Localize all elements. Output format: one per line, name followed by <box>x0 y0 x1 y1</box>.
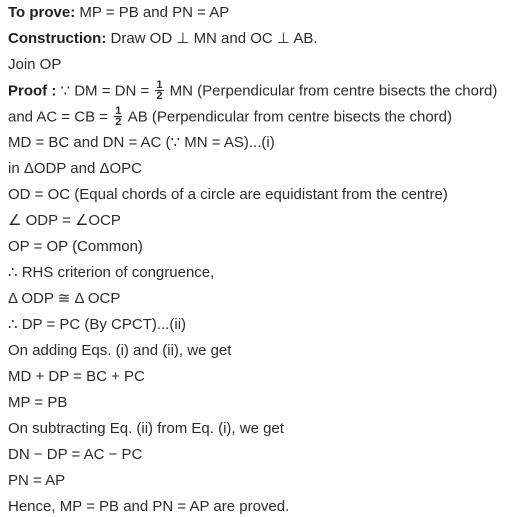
proof-label: Proof : <box>8 82 57 100</box>
proof-text-pre: ∵ DM = DN = <box>56 82 154 100</box>
to-prove-label: To prove: <box>8 4 76 21</box>
ac-cb-post: AB (Perpendicular from centre bisects the chord) <box>124 108 453 126</box>
construction-line <box>8 29 318 49</box>
congruence-line: Δ ODP ≅ Δ OCP <box>8 290 121 307</box>
to-prove-text: MP = PB and PN = AP <box>75 4 230 21</box>
subtracting-line: On subtracting Eq. (ii) from Eq. (i), we get <box>8 420 284 437</box>
statement-ii: ∴ DP = PC (By CPCT)...(ii) <box>8 316 187 333</box>
proof-text-post: MN (Perpendicular from centre bisects the chord) <box>165 82 498 100</box>
join-line: Join OP <box>8 56 62 73</box>
adding-line: On adding Eqs. (i) and (ii), we get <box>8 342 232 359</box>
difference-line: DN − DP = AC − PC <box>8 446 143 463</box>
triangles-line: in ΔODP and ΔOPC <box>8 160 142 177</box>
fraction-half: $\frac{1}{2}$ <box>156 79 163 102</box>
mp-pb-line: MP = PB <box>8 394 68 411</box>
sum-line: MD + DP = BC + PC <box>8 368 145 385</box>
ac-cb-line <box>8 107 452 128</box>
common-line: OP = OP (Common) <box>8 238 143 255</box>
pn-ap-line: PN = AP <box>8 472 66 489</box>
ac-cb-pre: and AC = CB = <box>8 108 113 126</box>
od-oc-line: OD = OC (Equal chords of a circle are equidistant from the centre) <box>8 186 448 203</box>
construction-label: Construction: <box>8 30 107 47</box>
fraction-half-2: $\frac{1}{2}$ <box>115 105 122 128</box>
conclusion-line: Hence, MP = PB and PN = AP are proved. <box>8 498 290 515</box>
angle-line: ∠ ODP = ∠OCP <box>8 212 121 229</box>
to-prove-line <box>8 3 229 23</box>
proof-line <box>8 81 497 102</box>
statement-i: MD = BC and DN = AC (∵ MN = AS)...(i) <box>8 134 275 151</box>
construction-text: Draw OD ⊥ MN and OC ⊥ AB. <box>106 30 318 47</box>
rhs-line: ∴ RHS criterion of congruence, <box>8 264 215 281</box>
